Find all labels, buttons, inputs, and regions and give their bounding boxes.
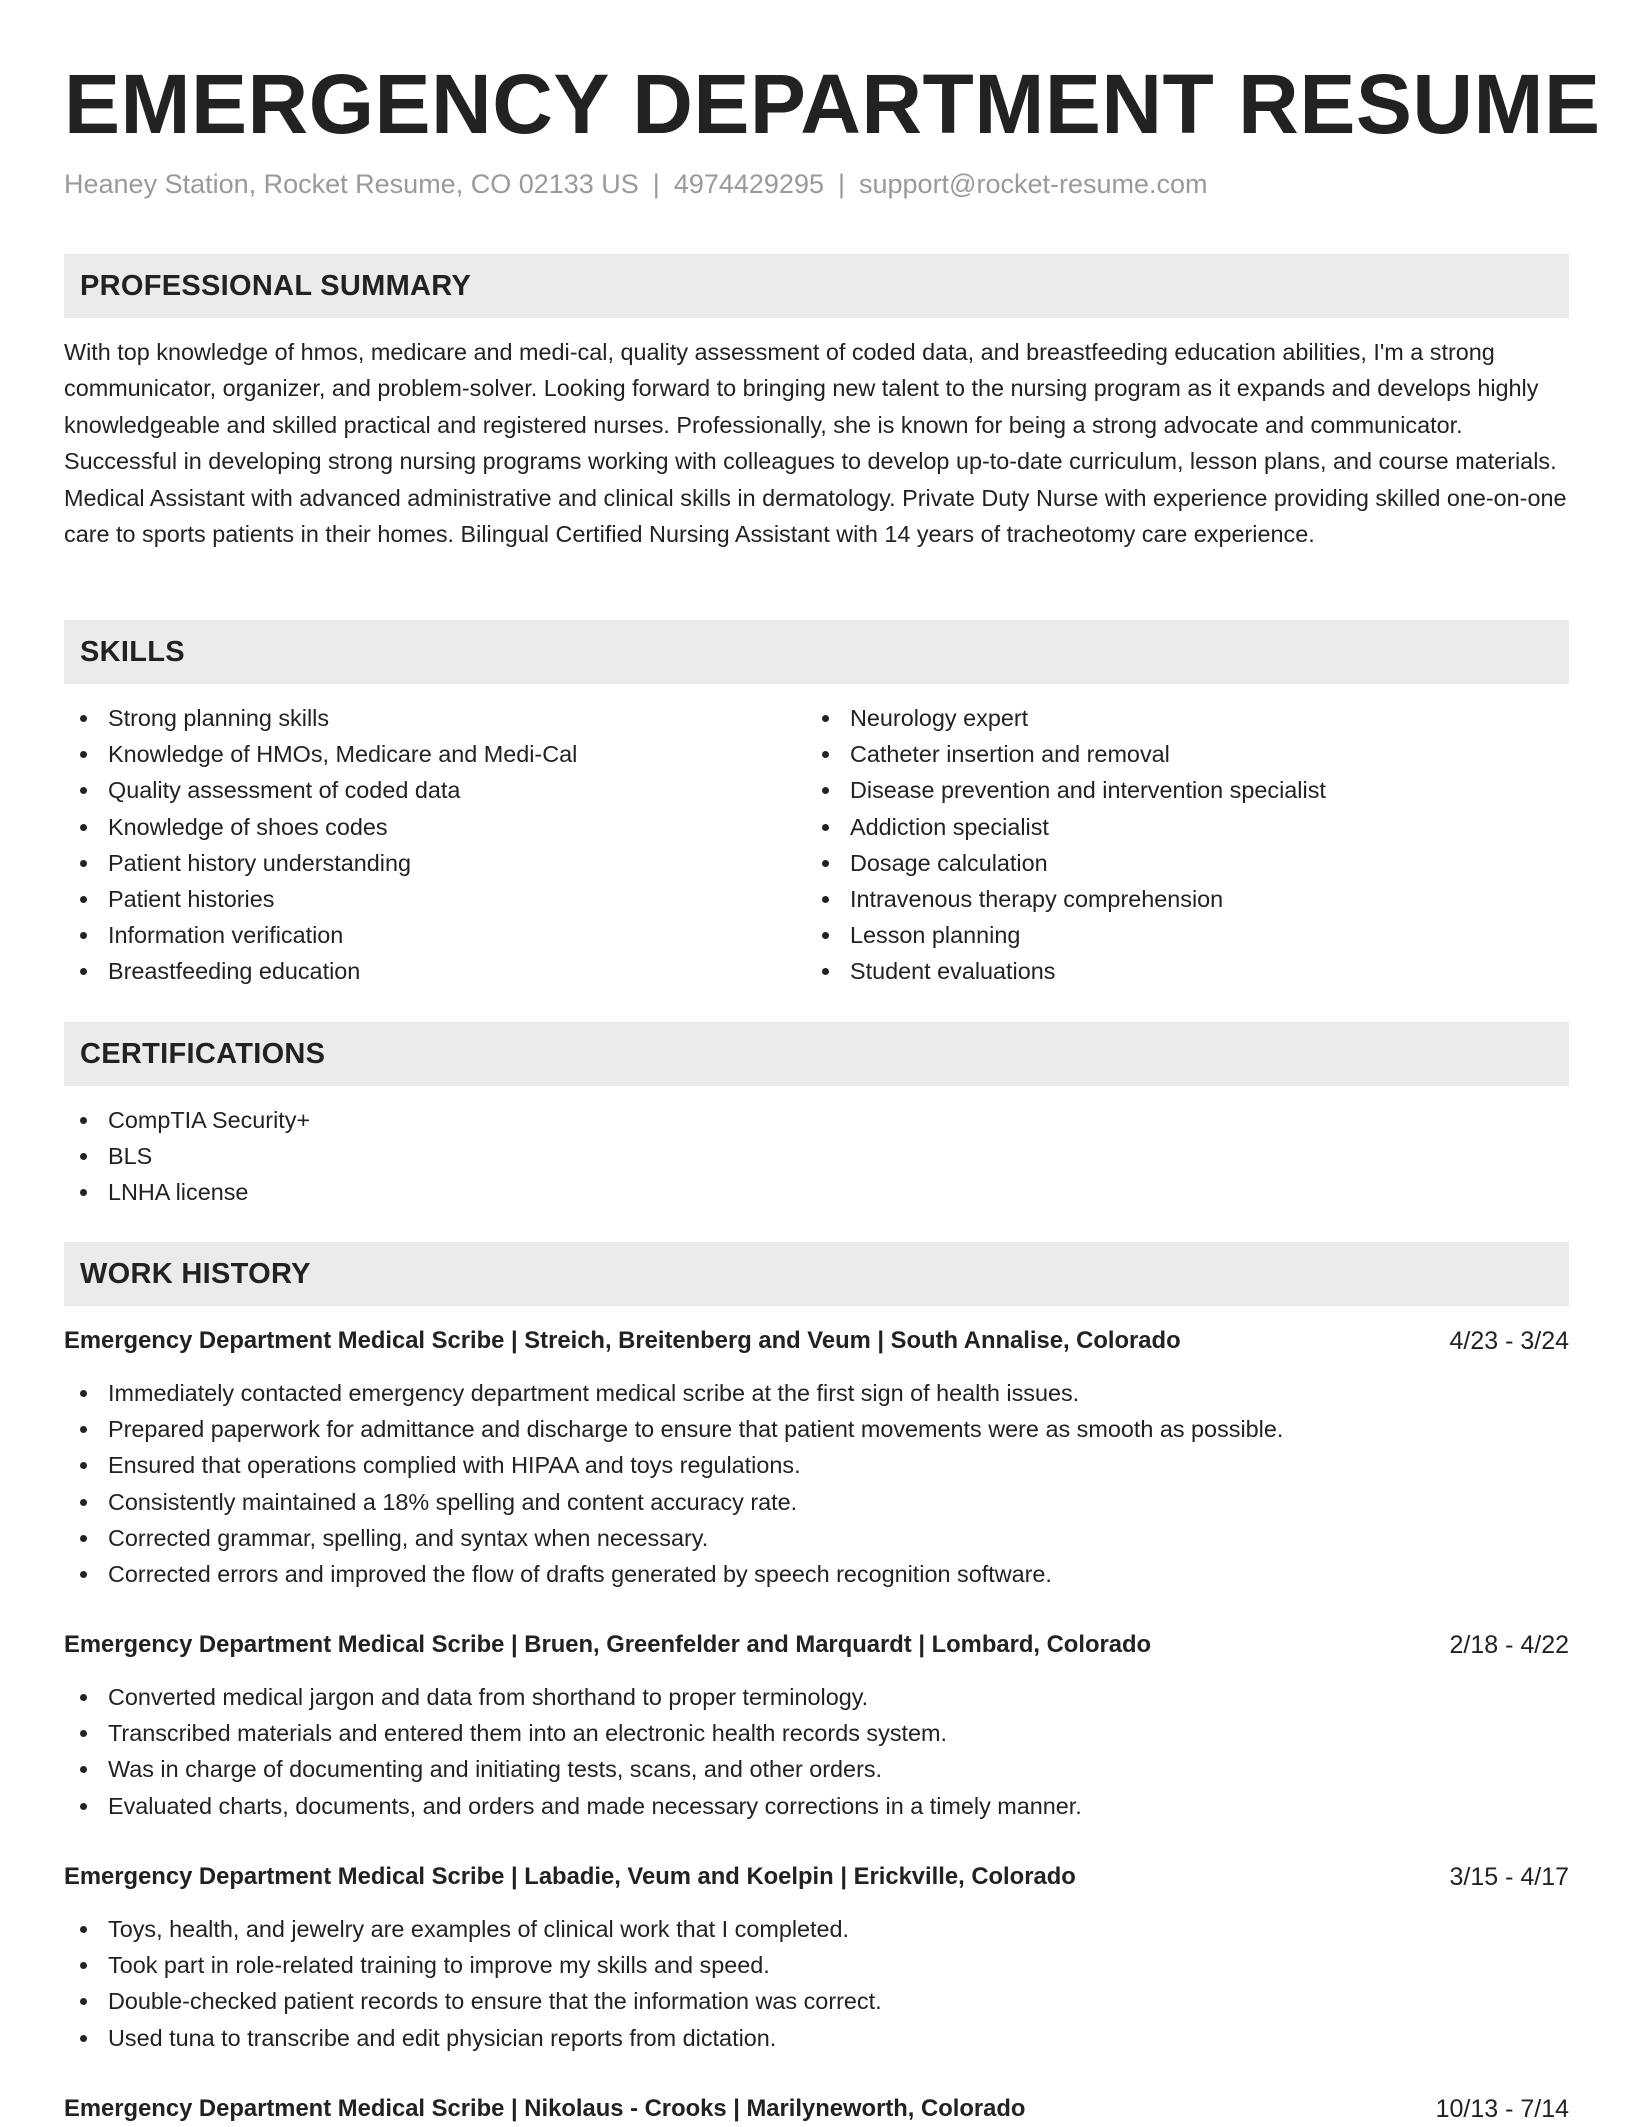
job-entry [64, 2091, 1569, 2127]
list-item: Ensured that operations complied with HIPAA and toys regulations. [64, 1447, 1569, 1483]
job-dates: 4/23 - 3/24 [1449, 1327, 1569, 1355]
list-item: Corrected grammar, spelling, and syntax when necessary. [64, 1520, 1569, 1556]
contact-email: support@rocket-resume.com [859, 169, 1208, 199]
job-bullets [64, 1911, 1569, 2056]
list-item: Breastfeeding education [64, 953, 804, 989]
job-bullets [64, 1375, 1569, 1592]
list-item: Was in charge of documenting and initiating tests, scans, and other orders. [64, 1751, 1569, 1787]
list-item: Quality assessment of coded data [64, 772, 804, 808]
section-header-skills [64, 620, 1569, 684]
list-item: Catheter insertion and removal [806, 736, 1566, 772]
list-item: BLS [64, 1138, 310, 1174]
professional-summary-text: With top knowledge of hmos, medicare and medi-cal, quality assessment of coded data, and breastfeeding education abilities, I'm a strong communicator, organizer, and problem-solver. Looking forward to bringing new talent to the nursing program as it expands and develops highly knowledgeable and skilled practical and registered nurses. Professionally, she is known for being a strong advocate and communicator. Successful in developing strong nursing programs working with colleagues to develop up-to-date curriculum, lesson plans, and course materials. Medical Assistant with advanced administrative and clinical skills in dermatology. Private Duty Nurse with experience providing skilled one-on-one care to sports patients in their homes. Bilingual Certified Nursing Assistant with 14 years of tracheotomy care experience. [64, 339, 1567, 548]
job-bullets [64, 1679, 1569, 1824]
section-title: CERTIFICATIONS [80, 1038, 326, 1070]
resume-title: EMERGENCY DEPARTMENT RESUME [64, 57, 1601, 151]
list-item: Took part in role-related training to improve my skills and speed. [64, 1947, 1569, 1983]
contact-separator: | [837, 169, 845, 199]
list-item: Transcribed materials and entered them into an electronic health records system. [64, 1715, 1569, 1751]
list-item: Knowledge of HMOs, Medicare and Medi-Cal [64, 736, 804, 772]
list-item: Consistently maintained a 18% spelling and content accuracy rate. [64, 1484, 1569, 1520]
section-title: PROFESSIONAL SUMMARY [80, 270, 472, 302]
list-item: Dosage calculation [806, 845, 1566, 881]
list-item: Intravenous therapy comprehension [806, 881, 1566, 917]
contact-separator: | [652, 169, 660, 199]
contact-address: Heaney Station, Rocket Resume, CO 02133 US [64, 169, 639, 199]
job-title-row [64, 1859, 1569, 1895]
list-item: Used tuna to transcribe and edit physician reports from dictation. [64, 2020, 1569, 2056]
job-title: Emergency Department Medical Scribe | Labadie, Veum and Koelpin | Erickville, Colorado [64, 1863, 1076, 1890]
list-item: Double-checked patient records to ensure that the information was correct. [64, 1983, 1569, 2019]
list-item: Corrected errors and improved the flow of drafts generated by speech recognition software. [64, 1556, 1569, 1592]
list-item: Converted medical jargon and data from shorthand to proper terminology. [64, 1679, 1569, 1715]
job-entry [64, 1627, 1569, 1824]
list-item: LNHA license [64, 1174, 310, 1210]
section-title: WORK HISTORY [80, 1258, 311, 1290]
section-header-certifications [64, 1022, 1569, 1086]
section-header-summary [64, 254, 1569, 318]
job-dates: 10/13 - 7/14 [1435, 2095, 1569, 2123]
list-item: Lesson planning [806, 917, 1566, 953]
job-entry [64, 1859, 1569, 2056]
job-entry [64, 1323, 1569, 1592]
job-title: Emergency Department Medical Scribe | Nikolaus - Crooks | Marilyneworth, Colorado [64, 2095, 1026, 2122]
list-item: Patient histories [64, 881, 804, 917]
job-title-row [64, 2091, 1569, 2127]
list-item: Patient history understanding [64, 845, 804, 881]
list-item: Addiction specialist [806, 809, 1566, 845]
certifications-list [64, 1102, 310, 1211]
section-header-work-history [64, 1242, 1569, 1306]
list-item: Disease prevention and intervention specialist [806, 772, 1566, 808]
job-title-row [64, 1627, 1569, 1663]
list-item: Strong planning skills [64, 700, 804, 736]
list-item: Student evaluations [806, 953, 1566, 989]
job-dates: 2/18 - 4/22 [1449, 1631, 1569, 1659]
list-item: Immediately contacted emergency department medical scribe at the first sign of health issues. [64, 1375, 1569, 1411]
list-item: Neurology expert [806, 700, 1566, 736]
contact-phone: 4974429295 [673, 169, 824, 199]
list-item: CompTIA Security+ [64, 1102, 310, 1138]
job-title-row [64, 1323, 1569, 1359]
list-item: Knowledge of shoes codes [64, 809, 804, 845]
list-item: Information verification [64, 917, 804, 953]
list-item: Prepared paperwork for admittance and discharge to ensure that patient movements were as smooth as possible. [64, 1411, 1569, 1447]
list-item: Toys, health, and jewelry are examples of clinical work that I completed. [64, 1911, 1569, 1947]
list-item: Evaluated charts, documents, and orders and made necessary corrections in a timely manner. [64, 1788, 1569, 1824]
section-title: SKILLS [80, 636, 185, 668]
skills-list-left [64, 700, 804, 990]
job-dates: 3/15 - 4/17 [1449, 1863, 1569, 1891]
contact-line [64, 166, 1208, 202]
job-title: Emergency Department Medical Scribe | Streich, Breitenberg and Veum | South Annalise, Colorado [64, 1327, 1181, 1354]
job-title: Emergency Department Medical Scribe | Bruen, Greenfelder and Marquardt | Lombard, Colorado [64, 1631, 1152, 1658]
skills-list-right [806, 700, 1566, 990]
